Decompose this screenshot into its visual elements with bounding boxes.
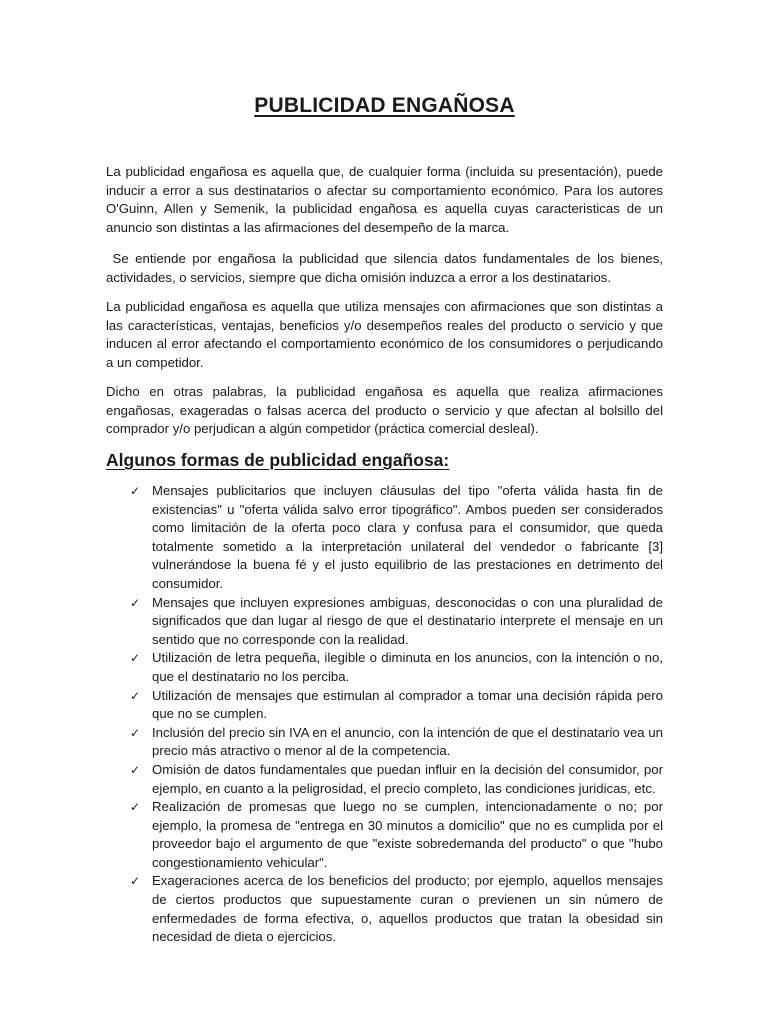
section-heading: Algunos formas de publicidad engañosa: — [106, 450, 450, 470]
paragraph-definition: La publicidad engañosa es aquella que, de cualquier forma (incluida su presentación), puede inducir a error a sus destinatarios o afectar su comportamiento económico. Para los autores O'Guinn, Allen y Semenik, la publicidad engañosa es aquella cuyas caracteristicas de un anuncio son distintas a las afirmaciones del desempeño de la marca. — [106, 164, 663, 235]
list-item — [106, 594, 663, 650]
list-item-text: Utilización de letra pequeña, ilegible o diminuta en los anuncios, con la intención o no, que el destinatario no los perciba. — [152, 650, 663, 684]
list-item — [106, 687, 663, 724]
paragraph-affirmations: La publicidad engañosa es aquella que utiliza mensajes con afirmaciones que son distintas a las características, ventajas, beneficios y/o desempeños reales del producto o servicio y que inducen al error afectando el comportamiento económico de los consumidores o perjudicando a un competidor. — [106, 299, 663, 370]
checkmark-icon: ✓ — [130, 688, 141, 703]
checkmark-icon: ✓ — [130, 874, 141, 889]
list-item-text: Mensajes que incluyen expresiones ambiguas, desconocidas o con una pluralidad de significados que dan lugar al riesgo de que el destinatario interprete el mensaje en un sentido que no corresponde con la realidad. — [152, 594, 663, 647]
list-item — [106, 798, 663, 872]
list-item — [106, 872, 663, 946]
list-item-text: Omisión de datos fundamentales que puedan influir en la decisión del consumidor, por ejemplo, en cuanto a la peligrosidad, el precio completo, las condiciones juridicas, etc. — [152, 761, 663, 796]
paragraph-omission: Se entiende por engañosa la publicidad que silencia datos fundamentales de los bienes, actividades, o servicios, siempre que dicha omisión induzca a error a los destinatarios. — [106, 251, 667, 285]
checkmark-icon: ✓ — [130, 484, 141, 498]
checkmark-icon: ✓ — [130, 800, 141, 815]
paragraph-summary: Dicho en otras palabras, la publicidad engañosa es aquella que realiza afirmaciones engañosas, exageradas o falsas acerca del producto o servicio y que afectan al bolsillo del comprador y/o perjudican a algún competidor (práctica comercial desleal). — [106, 384, 663, 437]
document-title: PUBLICIDAD ENGAÑOSA — [254, 94, 515, 117]
list-item — [106, 724, 663, 761]
checkmark-icon: ✓ — [130, 651, 141, 666]
checkmark-icon: ✓ — [130, 725, 141, 740]
list-item — [106, 649, 663, 686]
bullet-list — [106, 482, 663, 947]
checkmark-icon: ✓ — [130, 595, 141, 610]
checkmark-icon: ✓ — [130, 762, 141, 777]
list-item — [106, 482, 663, 594]
list-item-text: Mensajes publicitarios que incluyen cláusulas del tipo "oferta válida hasta fin de existencias" u "oferta válida salvo error tipográfico". Ambos pueden ser considerados como limitación de la oferta poco clara y confusa para el consumidor, que queda totalmente sometido a la interpretación unilateral del vendedor o fabricante [3] vulnerándose la buena fé y el justo equilibrio de las prestaciones en detrimento del consumidor. — [152, 483, 663, 591]
list-item — [106, 761, 663, 798]
list-item-text: Utilización de mensajes que estimulan al comprador a tomar una decisión rápida pero que no se cumplen. — [152, 687, 663, 722]
list-item-text: Realización de promesas que luego no se cumplen, intencionadamente o no; por ejemplo, la promesa de "entrega en 30 minutos a domicilio" que no es cumplida por el proveedor bajo el argumento de que "existe sobredemanda del producto" o que "hubo congestionamiento vehicular". — [152, 799, 663, 870]
list-item-text: Inclusión del precio sin IVA en el anuncio, con la intención de que el destinatario vea un precio más atractivo o menor al de la competencia. — [152, 724, 663, 759]
list-item-text: Exageraciones acerca de los beneficios del producto; por ejemplo, aquellos mensajes de ciertos productos que supuestamente curan o previenen un sin número de enfermedades de forma efectiva, o, aquellos productos que tratan la obesidad sin necesidad de dieta o ejercicios. — [152, 873, 663, 945]
